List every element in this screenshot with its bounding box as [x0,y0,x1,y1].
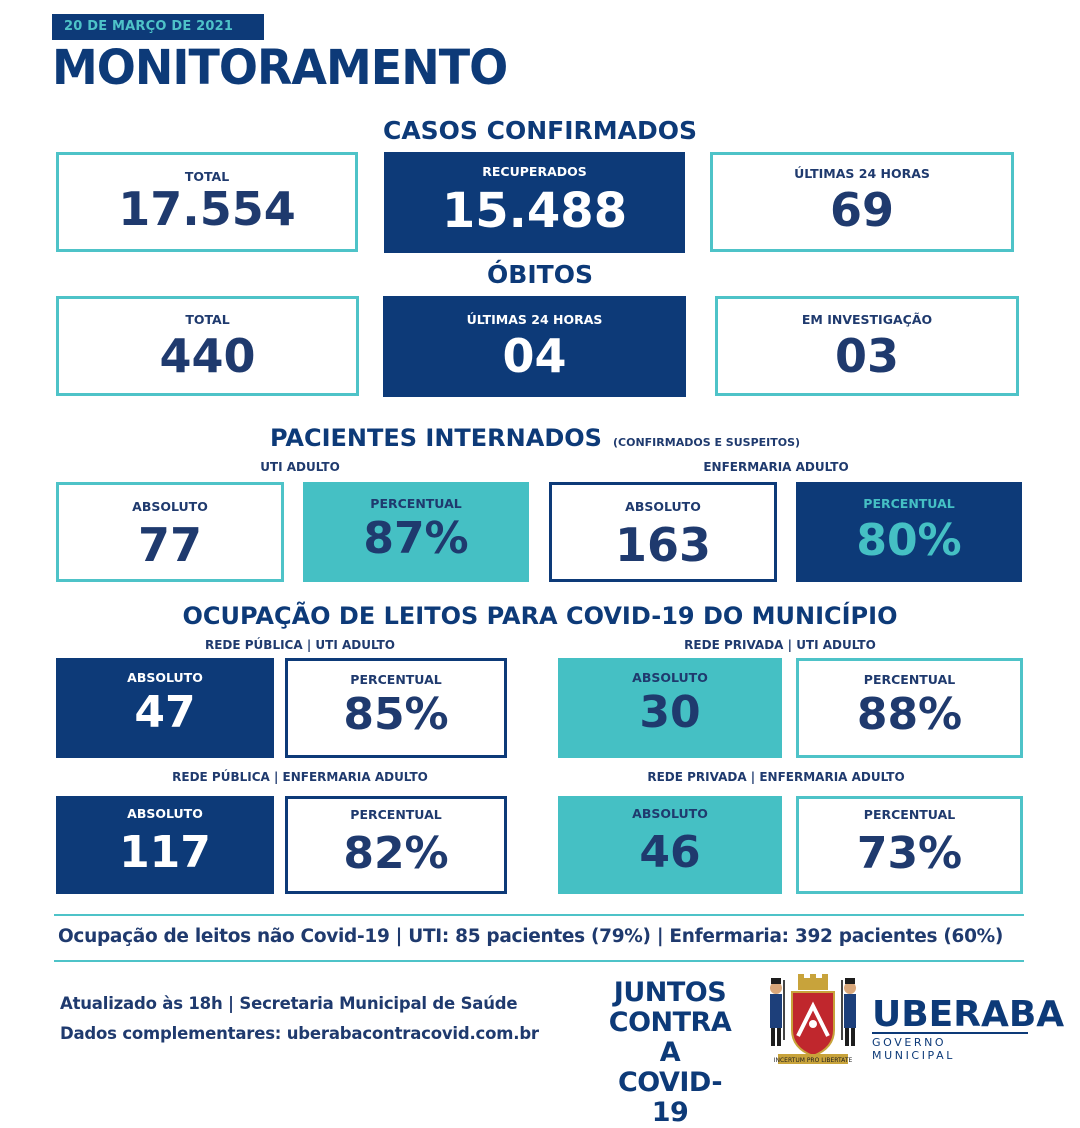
casos-title: CASOS CONFIRMADOS [382,116,698,145]
site-text: Dados complementares: uberabacontracovid.com.br [60,1024,539,1043]
page-title: MONITORAMENTO [52,38,508,96]
card-value: 73% [856,828,963,879]
card-label: ÚLTIMAS 24 HORAS [794,166,930,181]
card-value: 15.488 [441,183,628,239]
card-label: PERCENTUAL [350,807,442,822]
priv-enf-label: REDE PRIVADA | ENFERMARIA ADULTO [647,770,905,784]
obitos-title: ÓBITOS [487,260,593,289]
juntos-line-3: COVID-19 [617,1067,723,1128]
obitos-investigacao-card [715,296,1019,396]
card-value: 77 [137,518,202,572]
casos-recuperados-card [384,152,685,253]
card-label: EM INVESTIGAÇÃO [801,312,933,327]
coat-of-arms-icon [764,974,862,1068]
updated-text: Atualizado às 18h | Secretaria Municipal de Saúde [60,994,518,1013]
card-value: 69 [829,183,894,237]
card-value: 440 [159,329,256,383]
card-label: ABSOLUTO [127,670,203,685]
internados-heading [270,424,830,452]
priv-enf-abs-card [558,796,782,894]
pub-enf-label: REDE PÚBLICA | ENFERMARIA ADULTO [172,770,428,784]
obitos-24h-card [383,296,686,397]
city-logo-text: UBERABA [872,994,1065,1035]
priv-enf-pct-card [796,796,1023,894]
pub-uti-label: REDE PÚBLICA | UTI ADULTO [204,638,395,652]
date-tag: 20 DE MARÇO DE 2021 [52,14,264,40]
card-label: ABSOLUTO [632,806,708,821]
internados-uti-pct-card [303,482,529,582]
internados-enf-abs-card [549,482,777,582]
gov-logo-text: GOVERNO MUNICIPAL [872,1032,1028,1062]
priv-uti-pct-card [796,658,1023,758]
card-value: 03 [834,329,899,383]
card-value: 17.554 [118,182,296,236]
juntos-line-1: JUNTOS [613,977,727,1008]
card-label: RECUPERADOS [482,164,587,179]
card-value: 47 [134,687,196,738]
enfermaria-adulto-label: ENFERMARIA ADULTO [703,460,849,474]
card-label: ÚLTIMAS 24 HORAS [466,312,603,327]
card-value: 85% [343,689,449,740]
card-label: ABSOLUTO [132,499,208,514]
card-label: TOTAL [185,312,230,327]
internados-subtitle: (CONFIRMADOS E SUSPEITOS) [613,436,801,449]
card-value: 46 [639,827,701,878]
uti-adulto-label: UTI ADULTO [260,460,340,474]
card-value: 87% [363,513,469,564]
casos-total-card [56,152,358,252]
card-label: ABSOLUTO [625,499,701,514]
ocupacao-title: OCUPAÇÃO DE LEITOS PARA COVID-19 DO MUNICÍPIO [182,602,898,630]
card-label: TOTAL [184,169,230,184]
card-value: 80% [856,515,962,566]
nao-covid-line: Ocupação de leitos não Covid-19 | UTI: 85 pacientes (79%) | Enfermaria: 392 pacientes (60%) [58,926,1004,947]
card-label: PERCENTUAL [350,672,442,687]
divider-bottom [54,960,1024,962]
card-label: PERCENTUAL [863,496,955,511]
card-label: PERCENTUAL [863,807,956,822]
juntos-logo [604,978,736,1128]
card-value: 163 [614,518,712,572]
priv-uti-abs-card [558,658,782,758]
casos-24h-card [710,152,1014,252]
card-value: 117 [119,827,211,878]
internados-enf-pct-card [796,482,1022,582]
card-label: ABSOLUTO [127,806,203,821]
card-value: 04 [502,329,567,383]
card-label: PERCENTUAL [863,672,956,687]
pub-uti-abs-card [56,658,274,758]
pub-enf-abs-card [56,796,274,894]
priv-uti-label: REDE PRIVADA | UTI ADULTO [684,638,876,652]
pub-enf-pct-card [285,796,507,894]
card-value: 82% [343,828,449,879]
pub-uti-pct-card [285,658,507,758]
crest-motto: INCERTUM PRO LIBERTATE [773,1057,853,1064]
card-value: 88% [856,689,963,740]
card-label: PERCENTUAL [370,496,462,511]
divider-top [54,914,1024,916]
obitos-total-card [56,296,359,396]
card-label: ABSOLUTO [632,670,708,685]
internados-uti-abs-card [56,482,284,582]
juntos-line-2: CONTRA A [608,1007,732,1068]
internados-title: PACIENTES INTERNADOS [270,424,602,452]
card-value: 30 [639,687,701,738]
